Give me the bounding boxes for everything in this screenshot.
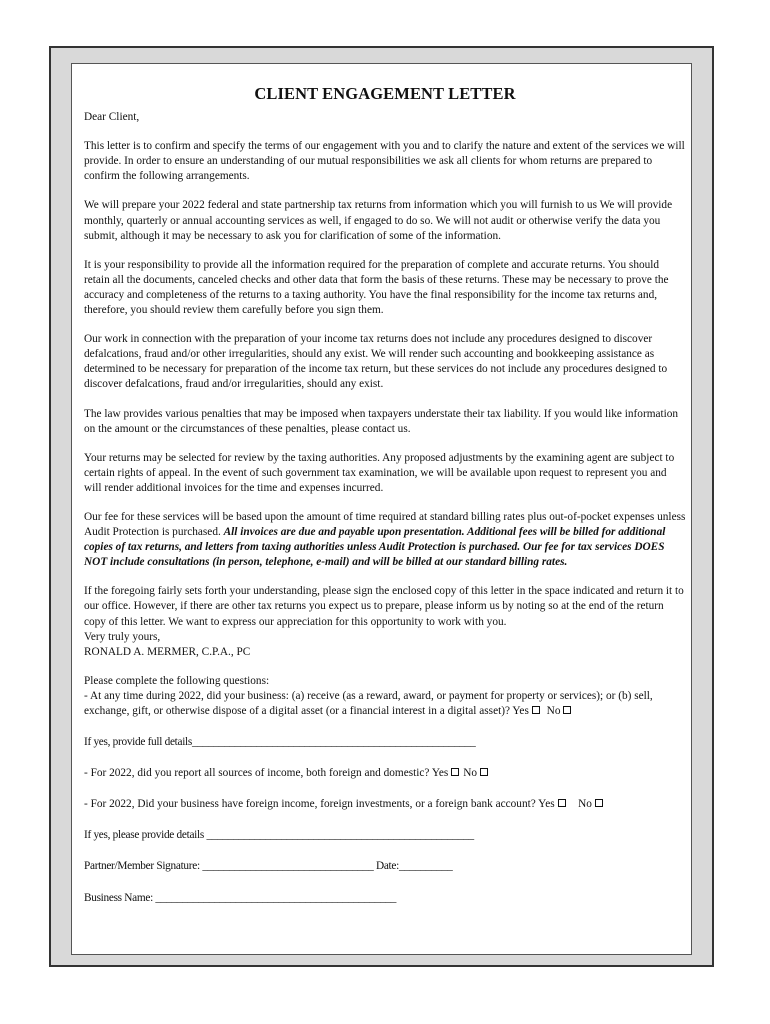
document-frame [49,46,714,967]
fees-plain-text: Our fee for these services will be based upon the amount of time required at standard billing rates plus out-of-pocket expenses unless Audit Protection is purchased. [84,510,686,539]
paragraph-review: Your returns may be selected for review by the taxing authorities. Any proposed adjustments by the examining agent are subject to certain rights of appeal. In the event of such government tax examination, we will be available upon request to represent you and will render additional invoices for the time and expenses incurred. [84,451,675,494]
q2-yes-checkbox[interactable] [451,768,459,776]
paragraph-penalties: The law provides various penalties that may be imposed when taxpayers understate their tax liability. If you would like information on the amount or the circumstances of these penalties, please contact us. [84,407,679,435]
question-digital-asset-text: - At any time during 2022, did your business: (a) receive (as a reward, award, or payment for property or services); or (b) sell, exchange, gift, or otherwise dispose of a digital asset (or a financial interest in a digital asset)? Yes [84,689,653,717]
q3-no-label: No [578,798,592,811]
signer-name: RONALD A. MERMER, C.P.A., PC [84,645,251,658]
question-income-sources [84,766,686,781]
question-digital-asset [84,689,686,719]
closing: Very truly yours, [84,630,161,643]
paragraph-fees [84,510,686,570]
q1-no-checkbox[interactable] [563,706,571,714]
fees-bold-text: All invoices are due and payable upon presentation. Additional fees will be billed for additional copies of tax returns, and letters from taxing authorities unless Audit Protection is purchased. Our fee for tax services DOES NOT include consultations (in person, telephone, e-mail) and will be billed at our standard billing rates. [84,526,666,569]
letter-page [71,63,692,955]
business-name-line[interactable]: Business Name: _____________________________________________ [84,891,397,904]
details-line-1[interactable]: If yes, provide full details_____________________________________________________ [84,736,476,749]
q2-no-checkbox[interactable] [480,768,488,776]
paragraph-responsibility: It is your responsibility to provide all the information required for the preparation of complete and accurate returns. You should retain all the documents, canceled checks and other data that form the basis of these returns. These may be necessary to prove the accuracy and completeness of the returns to a taxing authority. You have the final responsibility for the income tax returns and, therefore, you should review them carefully before you sign them. [84,258,669,317]
signature-line[interactable]: Partner/Member Signature: ________________________________ Date:__________ [84,860,453,873]
question-foreign-income [84,797,686,812]
q2-no-label: No [463,767,478,780]
q3-yes-checkbox[interactable] [558,799,566,807]
paragraph-procedures: Our work in connection with the preparation of your income tax returns does not include any procedures designed to discover defalcations, fraud and/or other irregularities, should any exist. We will render such accounting and bookkeeping assistance as determined to be necessary for preparation of the income tax return, but these services do not include any procedures designed to discover defalcations, fraud and/or irregularities, should any exist. [84,333,668,391]
questions-intro: Please complete the following questions: [84,674,270,687]
paragraph-services: We will prepare your 2022 federal and state partnership tax returns from information which you will furnish to us We will provide monthly, quarterly or annual accounting services as well, if engaged to do so. We will not audit or otherwise verify the data you submit, although it may be necessary to ask you for clarification of some of the information. [84,199,673,242]
paragraph-agreement: If the foregoing fairly sets forth your understanding, please sign the enclosed copy of this letter in the space indicated and return it to our office. However, if there are other tax returns you expect us to prepare, please inform us by noting so at the end of the return copy of this letter. We want to express our appreciation for this opportunity to work with you. [84,585,684,628]
question-foreign-income-text: - For 2022, Did your business have foreign income, foreign investments, or a foreign bank account? Yes [84,798,555,811]
question-income-sources-text: - For 2022, did you report all sources of income, both foreign and domestic? Yes [84,767,449,780]
letter-title: CLIENT ENGAGEMENT LETTER [254,84,516,103]
q3-no-checkbox[interactable] [595,799,603,807]
letter-content [84,86,686,906]
salutation: Dear Client, [84,111,140,124]
q1-yes-checkbox[interactable] [532,706,540,714]
details-line-2[interactable]: If yes, please provide details __________________________________________________ [84,829,474,842]
q1-no-label: No [546,705,561,717]
paragraph-purpose: This letter is to confirm and specify the terms of our engagement with you and to clarify the nature and extent of the services we will provide. In order to ensure an understanding of our mutual responsibilities we ask all clients for whom returns are prepared to confirm the following arrangements. [84,140,685,183]
